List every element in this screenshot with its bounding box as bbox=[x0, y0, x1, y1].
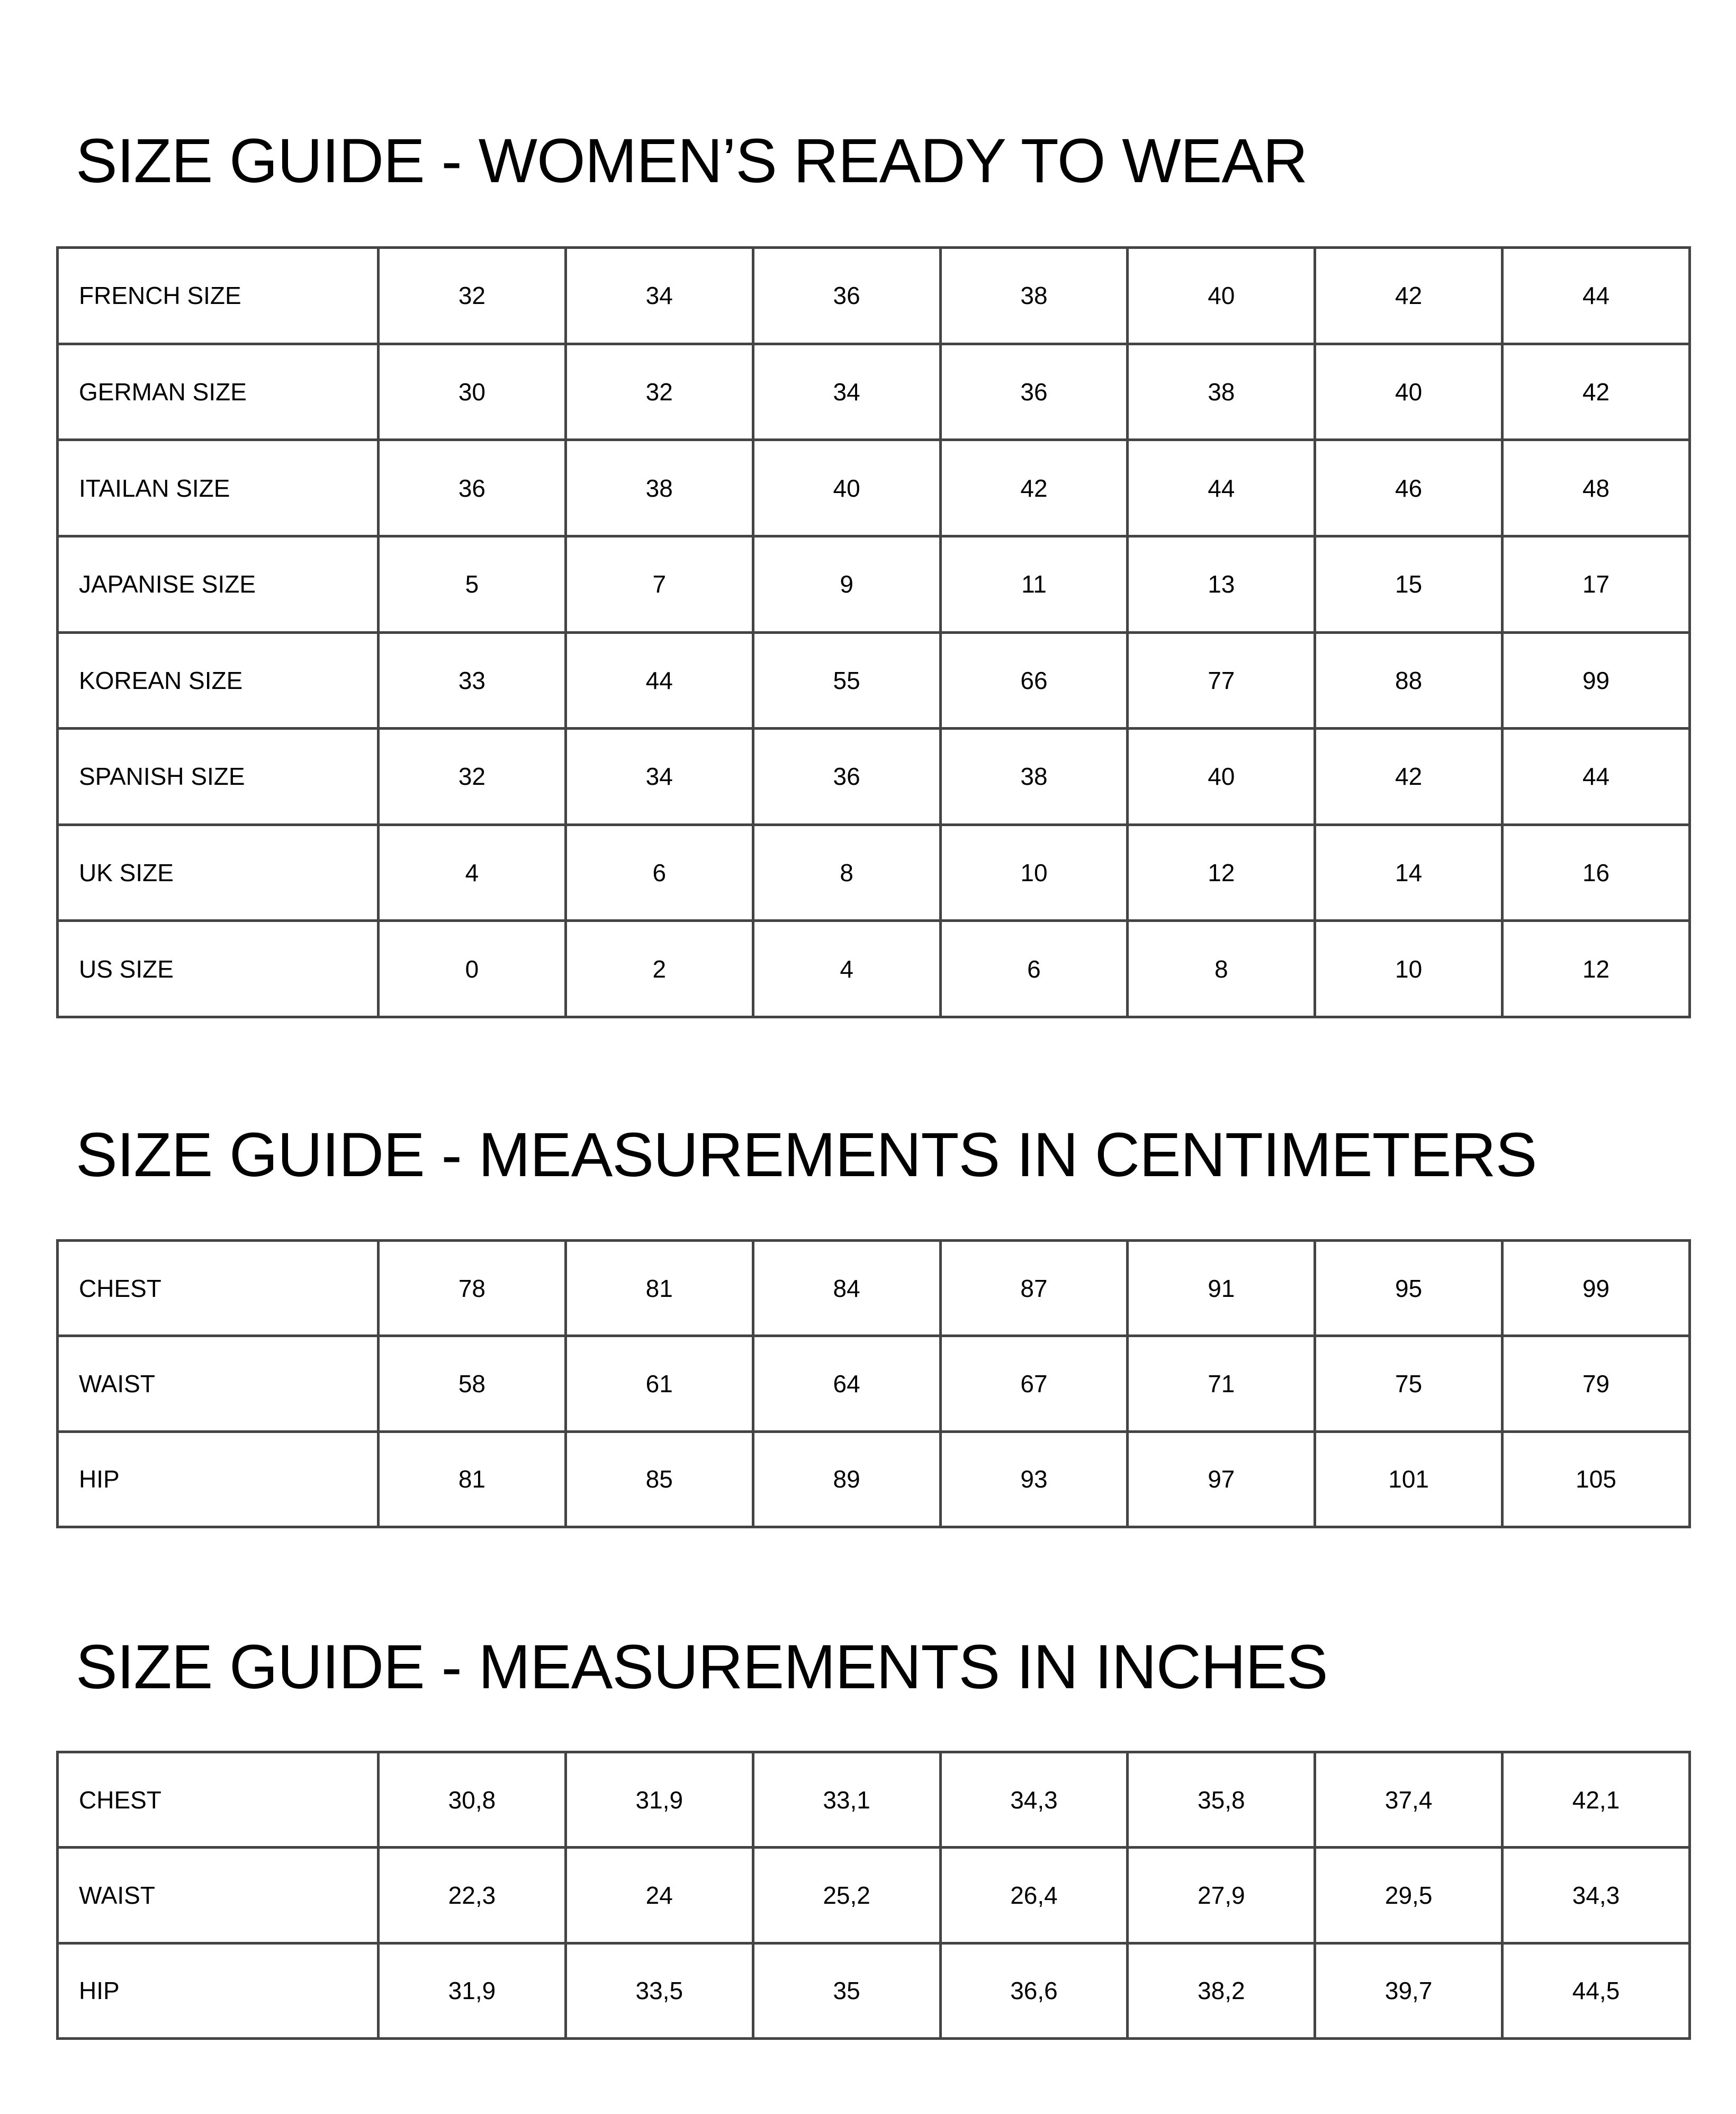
table-cell: 9 bbox=[753, 536, 940, 632]
table-row bbox=[58, 1848, 1690, 1943]
section-title-womens-ready-to-wear: SIZE GUIDE - WOMEN’S READY TO WEAR bbox=[76, 126, 1308, 196]
table-cell: 40 bbox=[1128, 248, 1315, 344]
table-cell: 40 bbox=[1315, 344, 1503, 440]
row-label: UK SIZE bbox=[58, 825, 379, 921]
row-label: US SIZE bbox=[58, 921, 379, 1017]
table-row bbox=[58, 344, 1690, 440]
table-cell: 36 bbox=[753, 248, 940, 344]
table-cell: 26,4 bbox=[940, 1848, 1128, 1943]
table-cell: 17 bbox=[1503, 536, 1690, 632]
table-cell: 31,9 bbox=[379, 1943, 566, 2038]
row-label: FRENCH SIZE bbox=[58, 248, 379, 344]
table-cell: 88 bbox=[1315, 632, 1503, 729]
table-cell: 39,7 bbox=[1315, 1943, 1503, 2038]
table-cell: 46 bbox=[1315, 440, 1503, 536]
table-row bbox=[58, 536, 1690, 632]
table-cell: 55 bbox=[753, 632, 940, 729]
table-cell: 64 bbox=[753, 1336, 940, 1431]
table-cell: 34 bbox=[565, 729, 753, 825]
table-cell: 38 bbox=[940, 248, 1128, 344]
table-cell: 34 bbox=[753, 344, 940, 440]
table-cell: 44 bbox=[1503, 248, 1690, 344]
table-cell: 11 bbox=[940, 536, 1128, 632]
table-row bbox=[58, 1431, 1690, 1527]
table-cell: 30 bbox=[379, 344, 566, 440]
row-label: CHEST bbox=[58, 1752, 379, 1848]
row-label: WAIST bbox=[58, 1336, 379, 1431]
table-cell: 81 bbox=[379, 1431, 566, 1527]
row-label: GERMAN SIZE bbox=[58, 344, 379, 440]
table-cell: 24 bbox=[565, 1848, 753, 1943]
table-cell: 101 bbox=[1315, 1431, 1503, 1527]
table-cell: 34 bbox=[565, 248, 753, 344]
table-cell: 32 bbox=[565, 344, 753, 440]
row-label: SPANISH SIZE bbox=[58, 729, 379, 825]
size-table-measurements-centimeters bbox=[56, 1239, 1691, 1528]
table-cell: 8 bbox=[753, 825, 940, 921]
table-cell: 71 bbox=[1128, 1336, 1315, 1431]
table-row bbox=[58, 825, 1690, 921]
table-cell: 38 bbox=[565, 440, 753, 536]
table-cell: 6 bbox=[565, 825, 753, 921]
table-cell: 85 bbox=[565, 1431, 753, 1527]
table-cell: 36,6 bbox=[940, 1943, 1128, 2038]
table-cell: 31,9 bbox=[565, 1752, 753, 1848]
table-cell: 30,8 bbox=[379, 1752, 566, 1848]
table-cell: 33,1 bbox=[753, 1752, 940, 1848]
table-cell: 29,5 bbox=[1315, 1848, 1503, 1943]
size-table-womens-ready-to-wear bbox=[56, 246, 1691, 1018]
table-cell: 38 bbox=[1128, 344, 1315, 440]
table-cell: 5 bbox=[379, 536, 566, 632]
table-cell: 42,1 bbox=[1503, 1752, 1690, 1848]
table-cell: 36 bbox=[379, 440, 566, 536]
table-cell: 40 bbox=[753, 440, 940, 536]
table-cell: 36 bbox=[940, 344, 1128, 440]
table-cell: 6 bbox=[940, 921, 1128, 1017]
table-cell: 35,8 bbox=[1128, 1752, 1315, 1848]
table-row bbox=[58, 1336, 1690, 1431]
size-table-measurements-inches bbox=[56, 1751, 1691, 2040]
table-cell: 95 bbox=[1315, 1241, 1503, 1336]
row-label: HIP bbox=[58, 1431, 379, 1527]
table-cell: 66 bbox=[940, 632, 1128, 729]
table-cell: 91 bbox=[1128, 1241, 1315, 1336]
table-cell: 16 bbox=[1503, 825, 1690, 921]
table-row bbox=[58, 632, 1690, 729]
table-cell: 34,3 bbox=[1503, 1848, 1690, 1943]
table-row bbox=[58, 729, 1690, 825]
row-label: JAPANISE SIZE bbox=[58, 536, 379, 632]
table-cell: 8 bbox=[1128, 921, 1315, 1017]
table-cell: 42 bbox=[1503, 344, 1690, 440]
table-cell: 44 bbox=[1128, 440, 1315, 536]
table-cell: 38,2 bbox=[1128, 1943, 1315, 2038]
table-cell: 22,3 bbox=[379, 1848, 566, 1943]
table-cell: 44,5 bbox=[1503, 1943, 1690, 2038]
table-cell: 40 bbox=[1128, 729, 1315, 825]
table-row bbox=[58, 921, 1690, 1017]
table-cell: 93 bbox=[940, 1431, 1128, 1527]
table-cell: 33 bbox=[379, 632, 566, 729]
table-cell: 61 bbox=[565, 1336, 753, 1431]
table-cell: 10 bbox=[940, 825, 1128, 921]
table-cell: 99 bbox=[1503, 632, 1690, 729]
row-label: KOREAN SIZE bbox=[58, 632, 379, 729]
table-cell: 36 bbox=[753, 729, 940, 825]
table-row bbox=[58, 1943, 1690, 2038]
table-cell: 78 bbox=[379, 1241, 566, 1336]
table-cell: 13 bbox=[1128, 536, 1315, 632]
table-cell: 15 bbox=[1315, 536, 1503, 632]
table-cell: 0 bbox=[379, 921, 566, 1017]
section-title-measurements-inches: SIZE GUIDE - MEASUREMENTS IN INCHES bbox=[76, 1632, 1328, 1702]
table-row bbox=[58, 1752, 1690, 1848]
table-cell: 35 bbox=[753, 1943, 940, 2038]
table-cell: 14 bbox=[1315, 825, 1503, 921]
table-cell: 79 bbox=[1503, 1336, 1690, 1431]
table-cell: 12 bbox=[1503, 921, 1690, 1017]
row-label: WAIST bbox=[58, 1848, 379, 1943]
table-cell: 89 bbox=[753, 1431, 940, 1527]
table-row bbox=[58, 440, 1690, 536]
table-cell: 87 bbox=[940, 1241, 1128, 1336]
table-cell: 75 bbox=[1315, 1336, 1503, 1431]
table-cell: 25,2 bbox=[753, 1848, 940, 1943]
section-title-measurements-centimeters: SIZE GUIDE - MEASUREMENTS IN CENTIMETERS bbox=[76, 1120, 1537, 1190]
table-cell: 38 bbox=[940, 729, 1128, 825]
table-cell: 27,9 bbox=[1128, 1848, 1315, 1943]
table-cell: 42 bbox=[1315, 729, 1503, 825]
row-label: HIP bbox=[58, 1943, 379, 2038]
table-cell: 97 bbox=[1128, 1431, 1315, 1527]
table-cell: 32 bbox=[379, 729, 566, 825]
table-cell: 67 bbox=[940, 1336, 1128, 1431]
table-cell: 99 bbox=[1503, 1241, 1690, 1336]
table-cell: 37,4 bbox=[1315, 1752, 1503, 1848]
table-cell: 42 bbox=[940, 440, 1128, 536]
table-cell: 48 bbox=[1503, 440, 1690, 536]
table-cell: 84 bbox=[753, 1241, 940, 1336]
table-cell: 105 bbox=[1503, 1431, 1690, 1527]
table-cell: 58 bbox=[379, 1336, 566, 1431]
table-cell: 77 bbox=[1128, 632, 1315, 729]
table-cell: 4 bbox=[753, 921, 940, 1017]
table-row bbox=[58, 1241, 1690, 1336]
table-cell: 44 bbox=[565, 632, 753, 729]
table-cell: 33,5 bbox=[565, 1943, 753, 2038]
table-cell: 2 bbox=[565, 921, 753, 1017]
table-cell: 4 bbox=[379, 825, 566, 921]
table-cell: 10 bbox=[1315, 921, 1503, 1017]
table-cell: 44 bbox=[1503, 729, 1690, 825]
table-cell: 34,3 bbox=[940, 1752, 1128, 1848]
row-label: ITAILAN SIZE bbox=[58, 440, 379, 536]
table-row bbox=[58, 248, 1690, 344]
table-cell: 81 bbox=[565, 1241, 753, 1336]
table-cell: 12 bbox=[1128, 825, 1315, 921]
table-cell: 7 bbox=[565, 536, 753, 632]
row-label: CHEST bbox=[58, 1241, 379, 1336]
table-cell: 42 bbox=[1315, 248, 1503, 344]
table-cell: 32 bbox=[379, 248, 566, 344]
